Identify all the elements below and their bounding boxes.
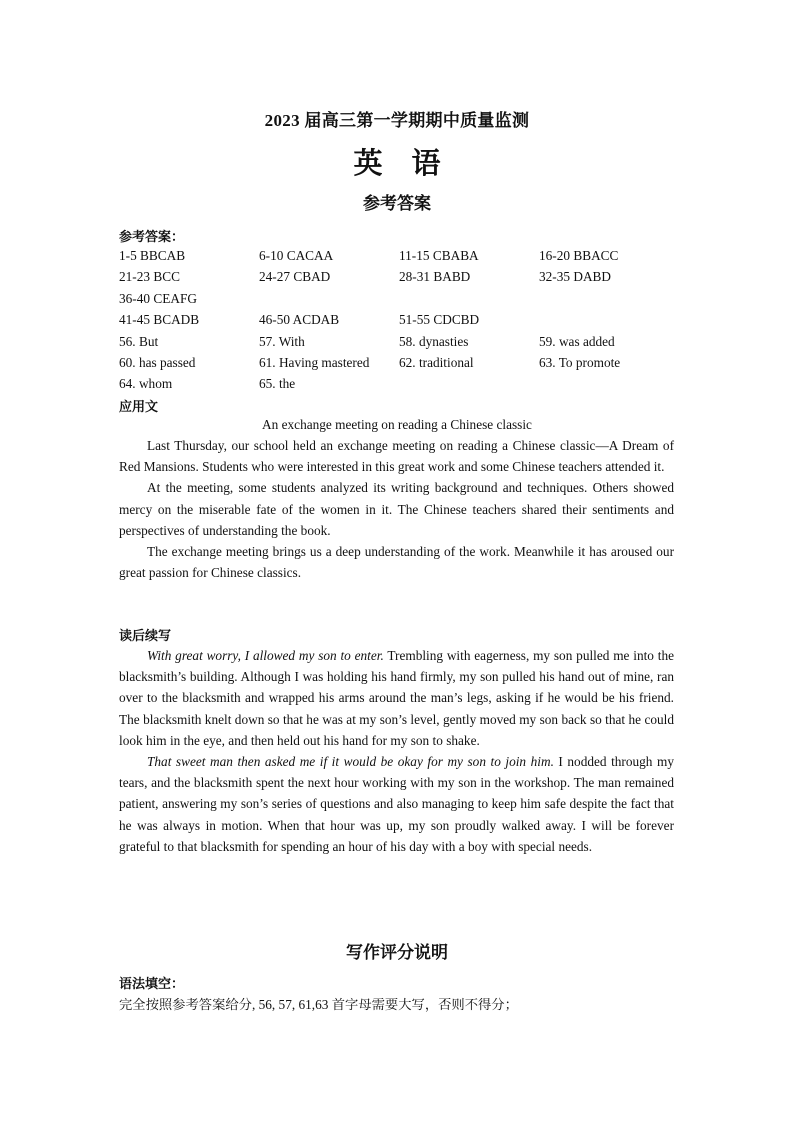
exam-title: 2023 届高三第一学期期中质量监测 bbox=[264, 111, 530, 130]
answer-cell bbox=[259, 288, 399, 309]
answer-cell: 36-40 CEAFG bbox=[119, 290, 197, 306]
paragraph bbox=[119, 645, 674, 751]
answer-row bbox=[119, 352, 679, 373]
answer-cell: 64. whom bbox=[119, 376, 173, 392]
answer-cell: 63. To promote bbox=[539, 354, 621, 370]
paragraph: The exchange meeting brings us a deep understanding of the work. Meanwhile it has aroused our great passion for Chinese classics. bbox=[119, 544, 674, 581]
paragraph: At the meeting, some students analyzed its writing background and techniques. Others showed mercy on the miserable fate of the women in it. The Chinese teachers shared their sentiments and perspectives of understanding the book. bbox=[119, 480, 674, 538]
answer-cell: 32-35 DABD bbox=[539, 269, 612, 285]
grammar-note: 完全按照参考答案给分, 56, 57, 61,63 首字母需要大写，否则不得分； bbox=[119, 997, 518, 1012]
answer-cell: 28-31 BABD bbox=[399, 269, 471, 285]
answer-cell bbox=[539, 309, 679, 330]
answer-cell: 46-50 ACDAB bbox=[259, 312, 340, 328]
scoring-title: 写作评分说明 bbox=[346, 943, 448, 962]
answer-cell: 16-20 BBACC bbox=[539, 248, 619, 263]
answer-cell: 1-5 BBCAB bbox=[119, 248, 186, 263]
answer-cell bbox=[539, 373, 679, 394]
paragraph bbox=[119, 751, 674, 857]
grammar-label: 语法填空： bbox=[119, 977, 185, 992]
answer-cell: 62. traditional bbox=[399, 354, 474, 370]
answer-key-subtitle: 参考答案 bbox=[363, 194, 431, 213]
continuation-writing-body bbox=[119, 645, 674, 857]
answer-grid bbox=[119, 245, 679, 395]
answer-cell: 6-10 CACAA bbox=[259, 248, 334, 263]
answer-cell: 58. dynasties bbox=[399, 333, 469, 349]
answer-row bbox=[119, 309, 679, 330]
answer-cell: 65. the bbox=[259, 376, 296, 392]
answers-label: 参考答案： bbox=[119, 230, 185, 245]
answer-cell: 41-45 BCADB bbox=[119, 312, 200, 328]
subject-title: 英 语 bbox=[353, 148, 441, 180]
paragraph-lead-sentence: With great worry, I allowed my son to enter. bbox=[147, 648, 384, 663]
answer-cell bbox=[399, 288, 539, 309]
answer-row bbox=[119, 288, 679, 309]
answer-cell: 61. Having mastered bbox=[259, 354, 370, 370]
answer-cell bbox=[539, 288, 679, 309]
applied-writing-title: An exchange meeting on reading a Chinese classic bbox=[262, 417, 532, 432]
answer-cell: 57. With bbox=[259, 333, 305, 349]
answer-row bbox=[119, 245, 679, 266]
answer-cell: 21-23 BCC bbox=[119, 269, 180, 285]
continuation-writing-label: 读后续写 bbox=[119, 629, 172, 644]
paragraph-body: Trembling with eagerness, my son pulled me into the blacksmith’s building. Although I was holding his hand firmly, my son pulled his hand out of mine, ran over to the blacksmith and wrapped his arms around the man’s legs, asking if he would be his friend. The blacksmith knelt down so that he was at my son’s level, gently moved my son back so that he could look him in the eye, and then held out his hand for my son to shake. bbox=[119, 648, 674, 748]
answer-row bbox=[119, 373, 679, 394]
answer-cell: 60. has passed bbox=[119, 354, 196, 370]
answer-cell: 56. But bbox=[119, 333, 159, 349]
answer-row bbox=[119, 266, 679, 287]
applied-writing-body bbox=[119, 435, 674, 583]
applied-writing-label: 应用文 bbox=[119, 400, 159, 415]
answer-cell: 59. was added bbox=[539, 333, 615, 349]
answer-cell bbox=[399, 373, 539, 394]
answer-cell: 11-15 CBABA bbox=[399, 248, 479, 263]
answer-row bbox=[119, 331, 679, 352]
paragraph-body: I nodded through my tears, and the blacksmith spent the next hour working with my son in the workshop. The man remained patient, answering my son’s series of questions and also managing to keep him safe despite the fact that he was always in motion. When that hour was up, my son proudly walked away. I will be forever grateful to that blacksmith for spending an hour of his day with a boy with special needs. bbox=[119, 754, 674, 854]
paragraph-lead-sentence: That sweet man then asked me if it would be okay for my son to join him. bbox=[147, 754, 554, 770]
paragraph: Last Thursday, our school held an exchange meeting on reading a Chinese classic—A Dream of Red Mansions. Students who were interested in this great work and some Chinese teachers attended it. bbox=[119, 438, 674, 475]
answer-cell: 51-55 CDCBD bbox=[399, 312, 480, 328]
answer-cell: 24-27 CBAD bbox=[259, 269, 331, 285]
